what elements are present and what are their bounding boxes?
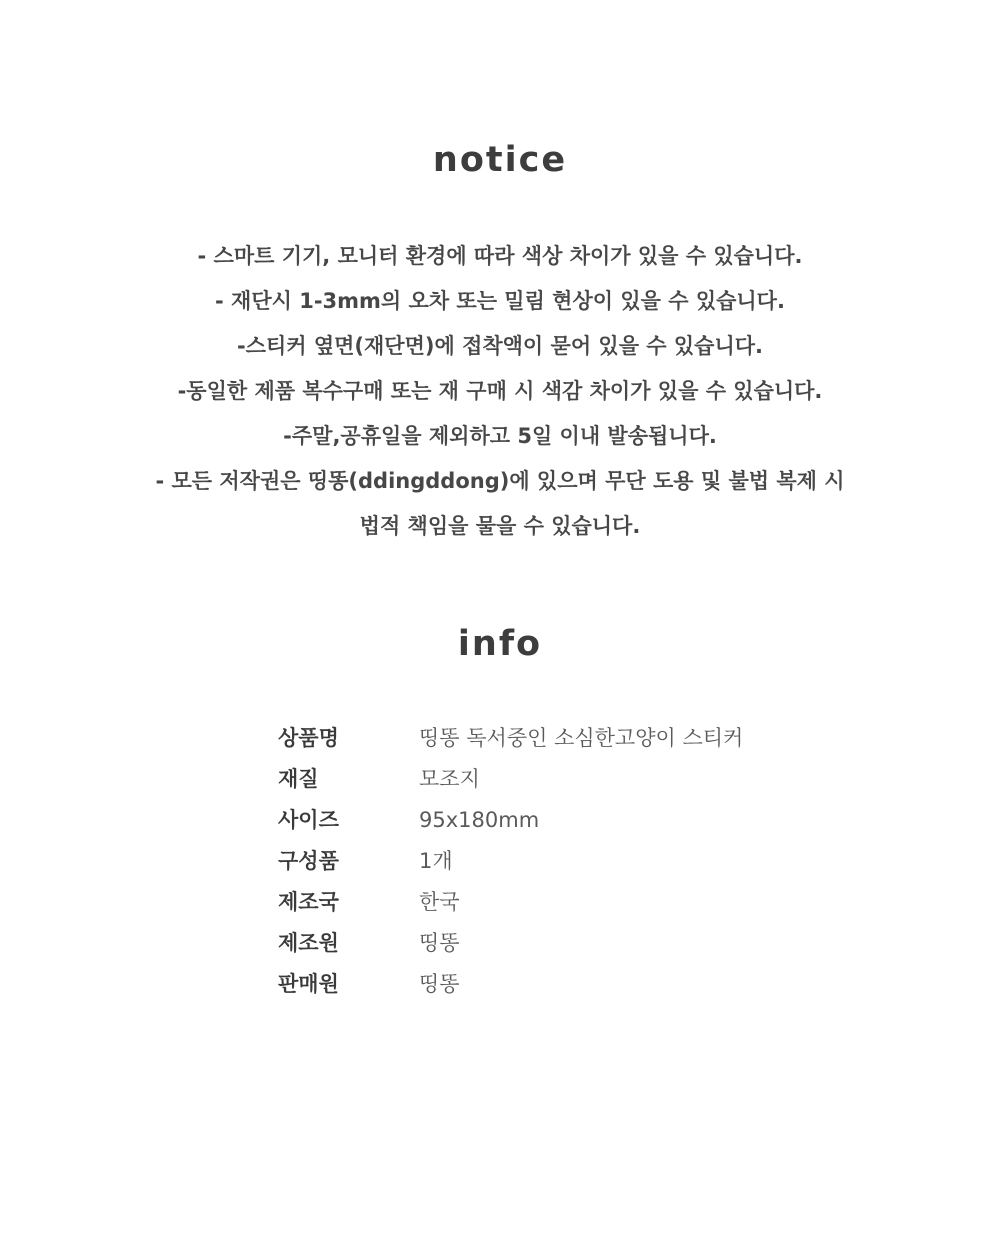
notice-list: [0, 234, 1000, 549]
info-label: 제조원: [278, 931, 339, 955]
notice-line: - 스마트 기기, 모니터 환경에 따라 색상 차이가 있을 수 있습니다.: [197, 244, 803, 268]
info-value: 모조지: [419, 767, 480, 791]
info-value: 띵똥: [419, 972, 460, 996]
info-value: 한국: [419, 890, 460, 914]
info-row-components: [278, 841, 878, 882]
info-label: 제조국: [278, 890, 339, 914]
info-label: 재질: [278, 767, 319, 791]
notice-line: -동일한 제품 복수구매 또는 재 구매 시 색감 차이가 있을 수 있습니다.: [177, 379, 823, 403]
info-value: 95x180mm: [419, 808, 540, 832]
info-label: 사이즈: [278, 808, 339, 832]
info-value: 띵똥 독서중인 소심한고양이 스티커: [419, 726, 744, 750]
notice-line: -주말,공휴일을 제외하고 5일 이내 발송됩니다.: [283, 424, 717, 448]
info-value: 띵똥: [419, 931, 460, 955]
info-label: 구성품: [278, 849, 339, 873]
info-row-seller: [278, 964, 878, 1005]
info-row-country: [278, 882, 878, 923]
info-heading: info: [457, 624, 543, 664]
info-label: 판매원: [278, 972, 339, 996]
info-table: [278, 718, 878, 1005]
notice-line: 법적 책임을 물을 수 있습니다.: [359, 514, 641, 538]
info-label: 상품명: [278, 726, 339, 750]
notice-line: -스티커 옆면(재단면)에 접착액이 묻어 있을 수 있습니다.: [236, 334, 764, 358]
info-row-manufacturer: [278, 923, 878, 964]
info-row-material: [278, 759, 878, 800]
notice-line: - 재단시 1-3mm의 오차 또는 밀림 현상이 있을 수 있습니다.: [215, 289, 785, 313]
info-row-size: [278, 800, 878, 841]
info-row-product-name: [278, 718, 878, 759]
info-value: 1개: [419, 849, 453, 873]
notice-line: - 모든 저작권은 띵똥(ddingddong)에 있으며 무단 도용 및 불법 복제 시: [155, 469, 845, 493]
notice-heading: notice: [432, 140, 568, 180]
